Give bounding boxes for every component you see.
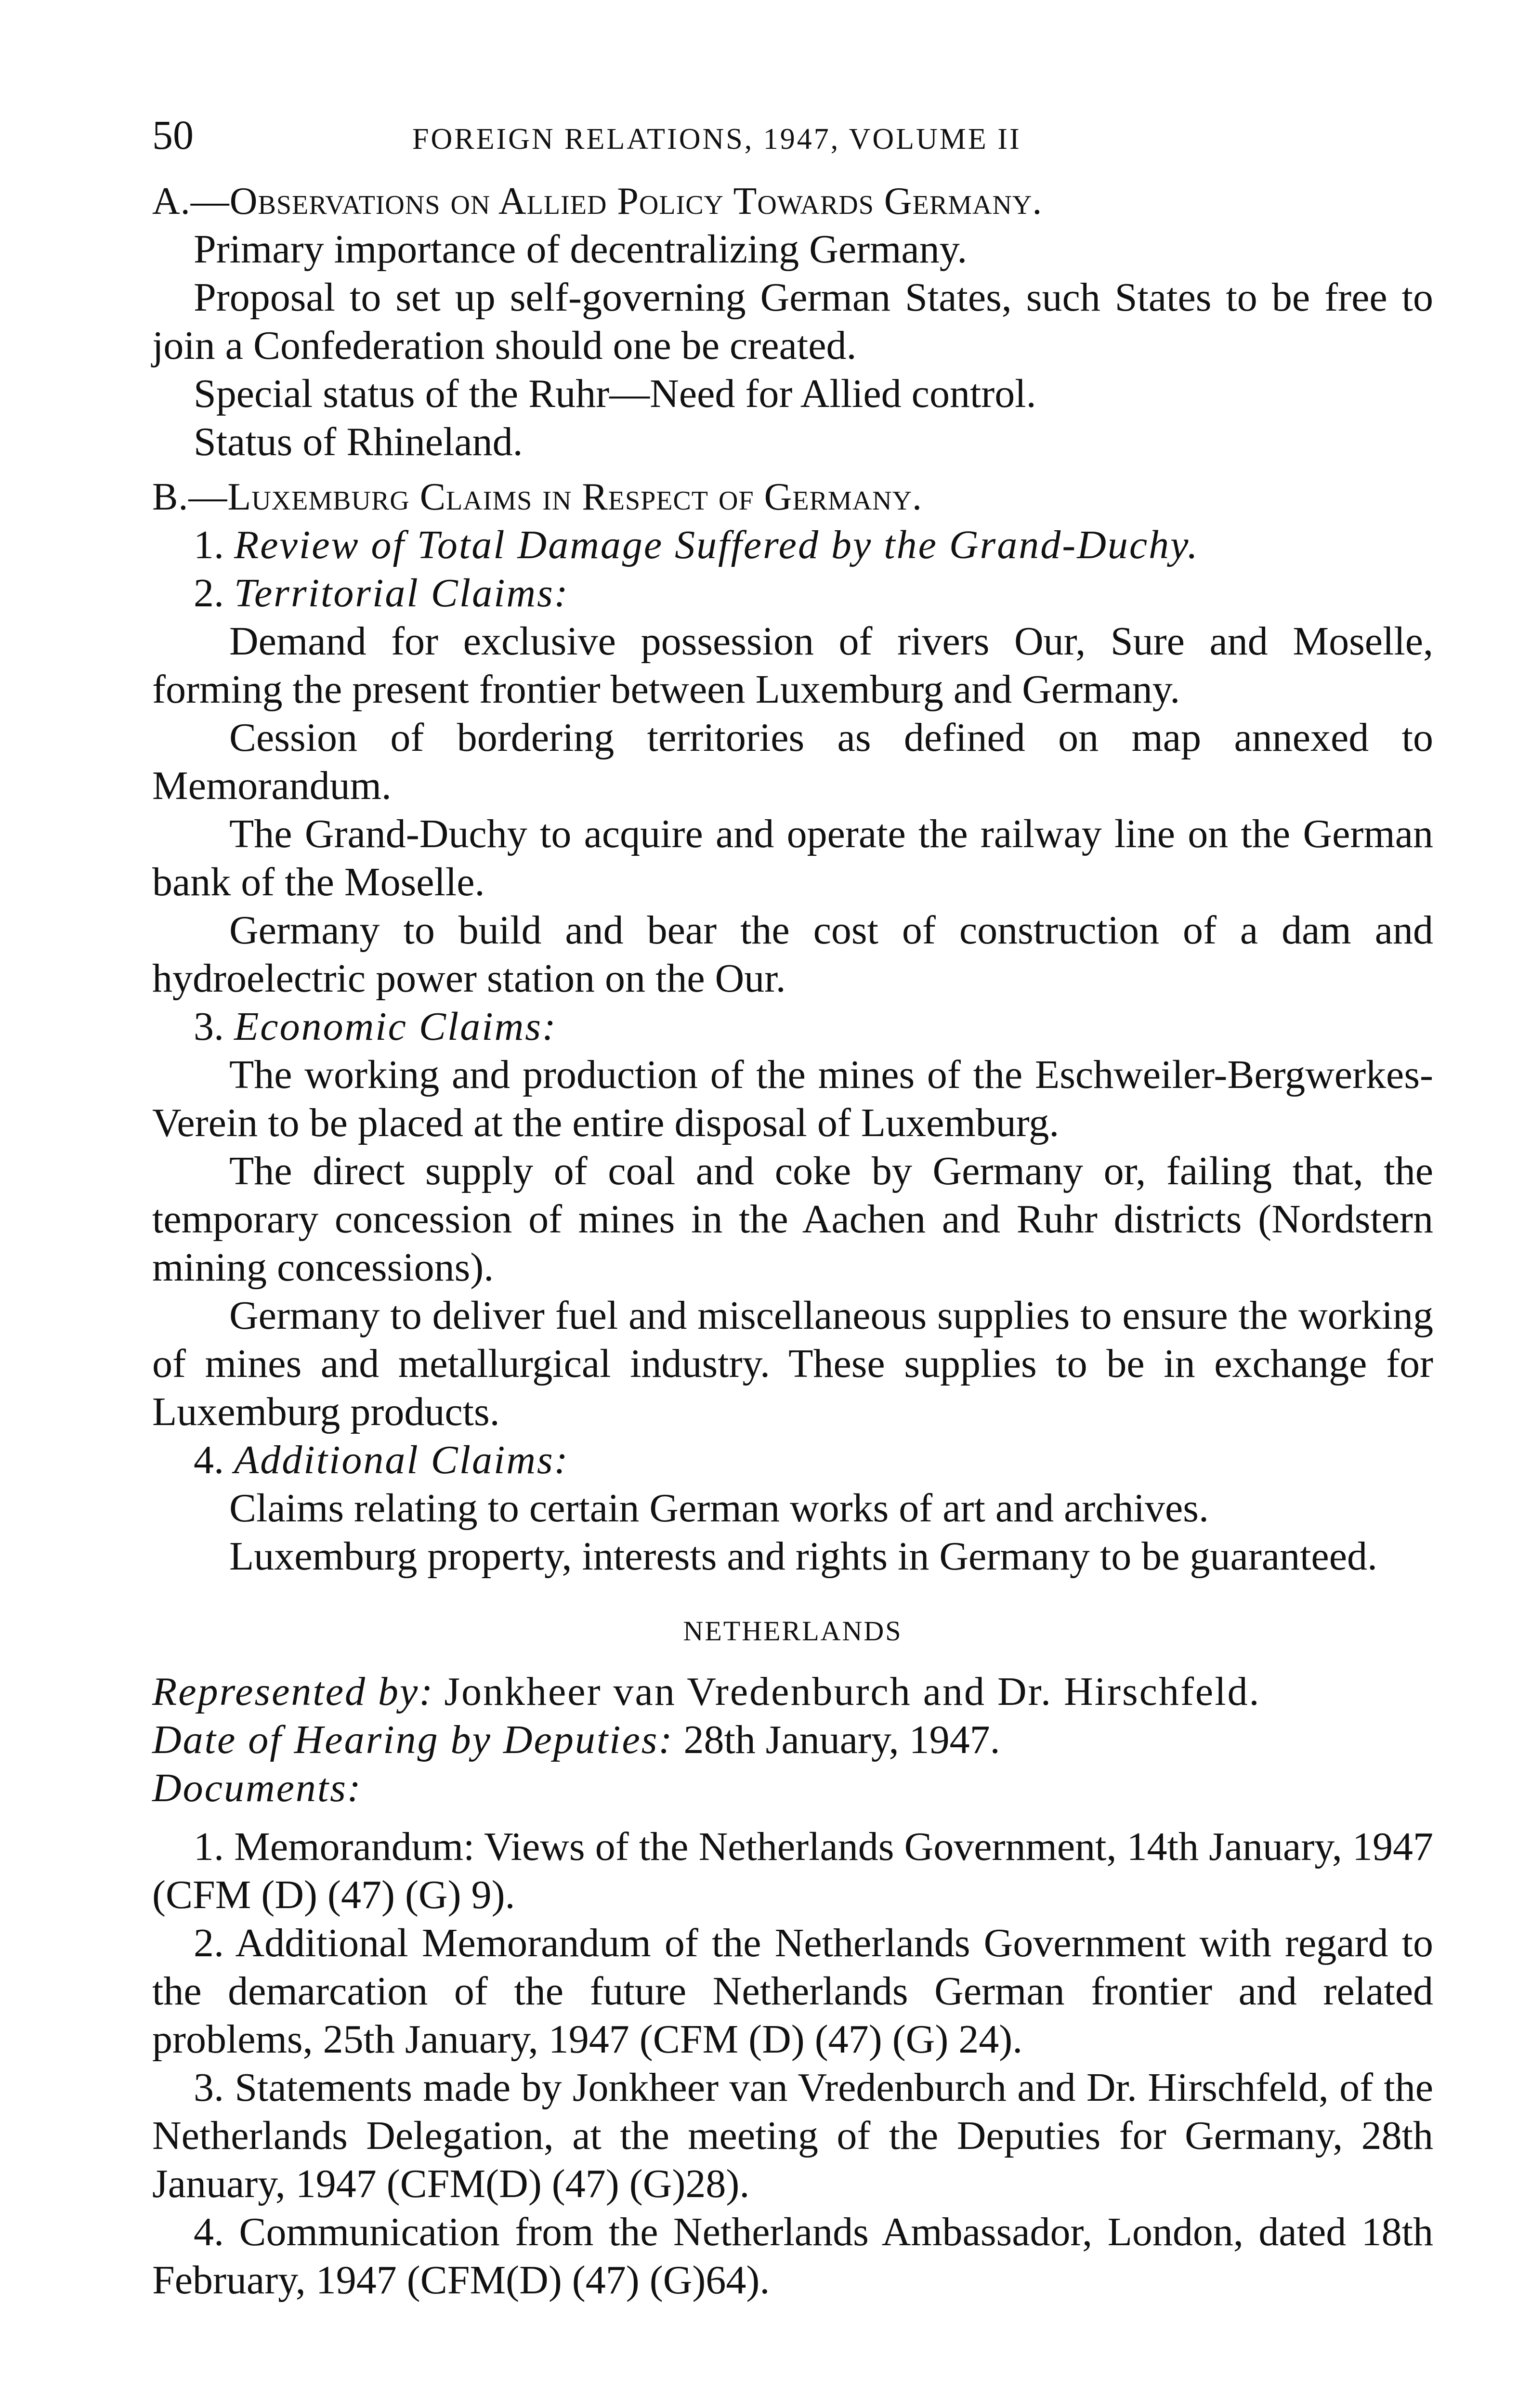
claim-item-number: 2. xyxy=(194,571,224,615)
claim-item-title: Economic Claims: xyxy=(234,1004,557,1049)
claim-item-title: Territorial Claims: xyxy=(234,571,569,615)
section-a-paragraph: Special status of the Ruhr—Need for Allied control. xyxy=(194,371,1036,416)
claim-paragraph: Cession of bordering territories as defined on map annexed to Memorandum. xyxy=(152,715,1433,808)
date-of-hearing-label: Date of Hearing by Deputies: xyxy=(152,1717,674,1762)
represented-by-label: Represented by: xyxy=(152,1669,434,1714)
document-entry: 4. Communication from the Netherlands Ambassador, London, dated 18th February, 1947 (CFM(D) (47) (G)64). xyxy=(152,2210,1433,2303)
claim-item-4 xyxy=(152,1436,1433,1484)
claim-item-number: 1. xyxy=(194,523,224,567)
claim-paragraph: Claims relating to certain German works of art and archives. xyxy=(229,1486,1209,1531)
section-a-heading: A.—Observations on Allied Policy Towards Germany. xyxy=(152,180,1043,222)
section-a-paragraph: Primary importance of decentralizing Germany. xyxy=(194,227,968,272)
claim-paragraph: The direct supply of coal and coke by Germany or, failing that, the temporary concession of mines in the Aachen and Ruhr districts (Nordstern mining concessions). xyxy=(152,1149,1433,1290)
section-a-paragraph: Proposal to set up self-governing German States, such States to be free to join a Confederation should one be created. xyxy=(152,275,1433,368)
claim-paragraph: Germany to deliver fuel and miscellaneous supplies to ensure the working of mines and metallurgical industry. These supplies to be in exchange for Luxemburg products. xyxy=(152,1293,1433,1434)
claim-item-number: 4. xyxy=(194,1438,224,1482)
documents-label: Documents: xyxy=(152,1766,362,1810)
claim-item-1 xyxy=(152,521,1433,569)
claim-paragraph: The Grand-Duchy to acquire and operate the railway line on the German bank of the Moselle. xyxy=(152,811,1433,904)
claim-item-title: Review of Total Damage Suffered by the Grand-Duchy. xyxy=(234,523,1199,567)
section-a-paragraph: Status of Rhineland. xyxy=(194,419,523,464)
date-of-hearing-line xyxy=(152,1716,1433,1764)
page-number: 50 xyxy=(152,112,194,158)
claim-paragraph: Germany to build and bear the cost of construction of a dam and hydroelectric power station on the Our. xyxy=(152,908,1433,1001)
represented-by-line xyxy=(152,1668,1433,1716)
spacer xyxy=(152,1812,1433,1823)
running-title: FOREIGN RELATIONS, 1947, VOLUME II xyxy=(412,123,1021,156)
represented-by-value: Jonkheer van Vredenburch and Dr. Hirschfeld. xyxy=(444,1669,1261,1714)
claim-item-3 xyxy=(152,1003,1433,1051)
claim-item-number: 3. xyxy=(194,1004,224,1049)
document-entry: 1. Memorandum: Views of the Netherlands Government, 14th January, 1947 (CFM (D) (47) (G) 9). xyxy=(152,1824,1433,1917)
netherlands-heading: NETHERLANDS xyxy=(683,1615,903,1647)
claim-item-2 xyxy=(152,569,1433,617)
claim-paragraph: Luxemburg property, interests and rights in Germany to be guaranteed. xyxy=(229,1534,1377,1579)
document-entry: 2. Additional Memorandum of the Netherlands Government with regard to the demarcation of the future Netherlands German frontier and related problems, 25th January, 1947 (CFM (D) (47) (G) 24). xyxy=(152,1921,1433,2062)
section-b-heading: B.—Luxemburg Claims in Respect of Germany. xyxy=(152,476,923,518)
running-head xyxy=(152,111,1433,169)
document-page xyxy=(152,111,1433,2304)
document-entry: 3. Statements made by Jonkheer van Vredenburch and Dr. Hirschfeld, of the Netherlands Delegation, at the meeting of the Deputies for Germany, 28th January, 1947 (CFM(D) (47) (G)28). xyxy=(152,2065,1433,2206)
claim-item-title: Additional Claims: xyxy=(234,1438,569,1482)
claim-paragraph: Demand for exclusive possession of rivers Our, Sure and Moselle, forming the present frontier between Luxemburg and Germany. xyxy=(152,619,1433,712)
claim-paragraph: The working and production of the mines of the Eschweiler-Bergwerkes-Verein to be placed at the entire disposal of Luxemburg. xyxy=(152,1052,1433,1145)
date-of-hearing-value: 28th January, 1947. xyxy=(683,1717,1000,1762)
